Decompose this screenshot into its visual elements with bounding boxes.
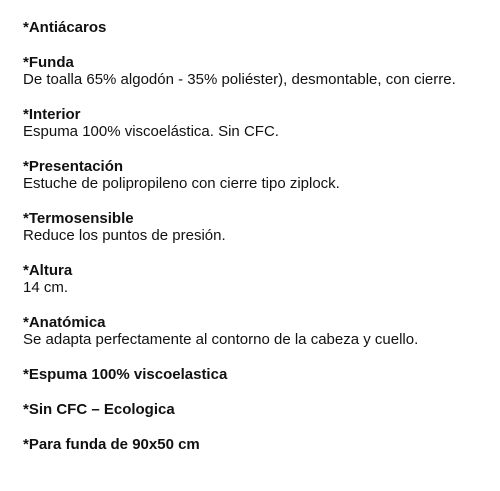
spec-description: Reduce los puntos de presión. — [23, 227, 226, 244]
spec-section-sin-cfc — [23, 401, 500, 418]
spec-section-termosensible — [23, 210, 500, 244]
spec-description: Estuche de polipropileno con cierre tipo ziplock. — [23, 175, 340, 192]
spec-title: *Funda — [23, 54, 74, 71]
spec-description: Se adapta perfectamente al contorno de la cabeza y cuello. — [23, 331, 419, 348]
spec-description: 14 cm. — [23, 279, 69, 296]
spec-title: *Anatómica — [23, 314, 106, 331]
spec-section-funda-medidas — [23, 436, 500, 453]
spec-title: *Antiácaros — [23, 19, 107, 36]
spec-section-presentacion — [23, 158, 500, 192]
spec-title: *Espuma 100% viscoelastica — [23, 366, 228, 383]
spec-title: *Presentación — [23, 158, 124, 175]
spec-title: *Altura — [23, 262, 73, 279]
spec-section-antiacaros — [23, 19, 500, 36]
spec-section-funda — [23, 54, 500, 88]
spec-section-espuma — [23, 366, 500, 383]
spec-section-interior — [23, 106, 500, 140]
spec-title: *Para funda de 90x50 cm — [23, 436, 200, 453]
spec-description: De toalla 65% algodón - 35% poliéster), desmontable, con cierre. — [23, 71, 456, 88]
spec-section-altura — [23, 262, 500, 296]
spec-title: *Termosensible — [23, 210, 134, 227]
spec-title: *Interior — [23, 106, 81, 123]
spec-title: *Sin CFC – Ecologica — [23, 401, 175, 418]
spec-description: Espuma 100% viscoelástica. Sin CFC. — [23, 123, 279, 140]
spec-section-anatomica — [23, 314, 500, 348]
